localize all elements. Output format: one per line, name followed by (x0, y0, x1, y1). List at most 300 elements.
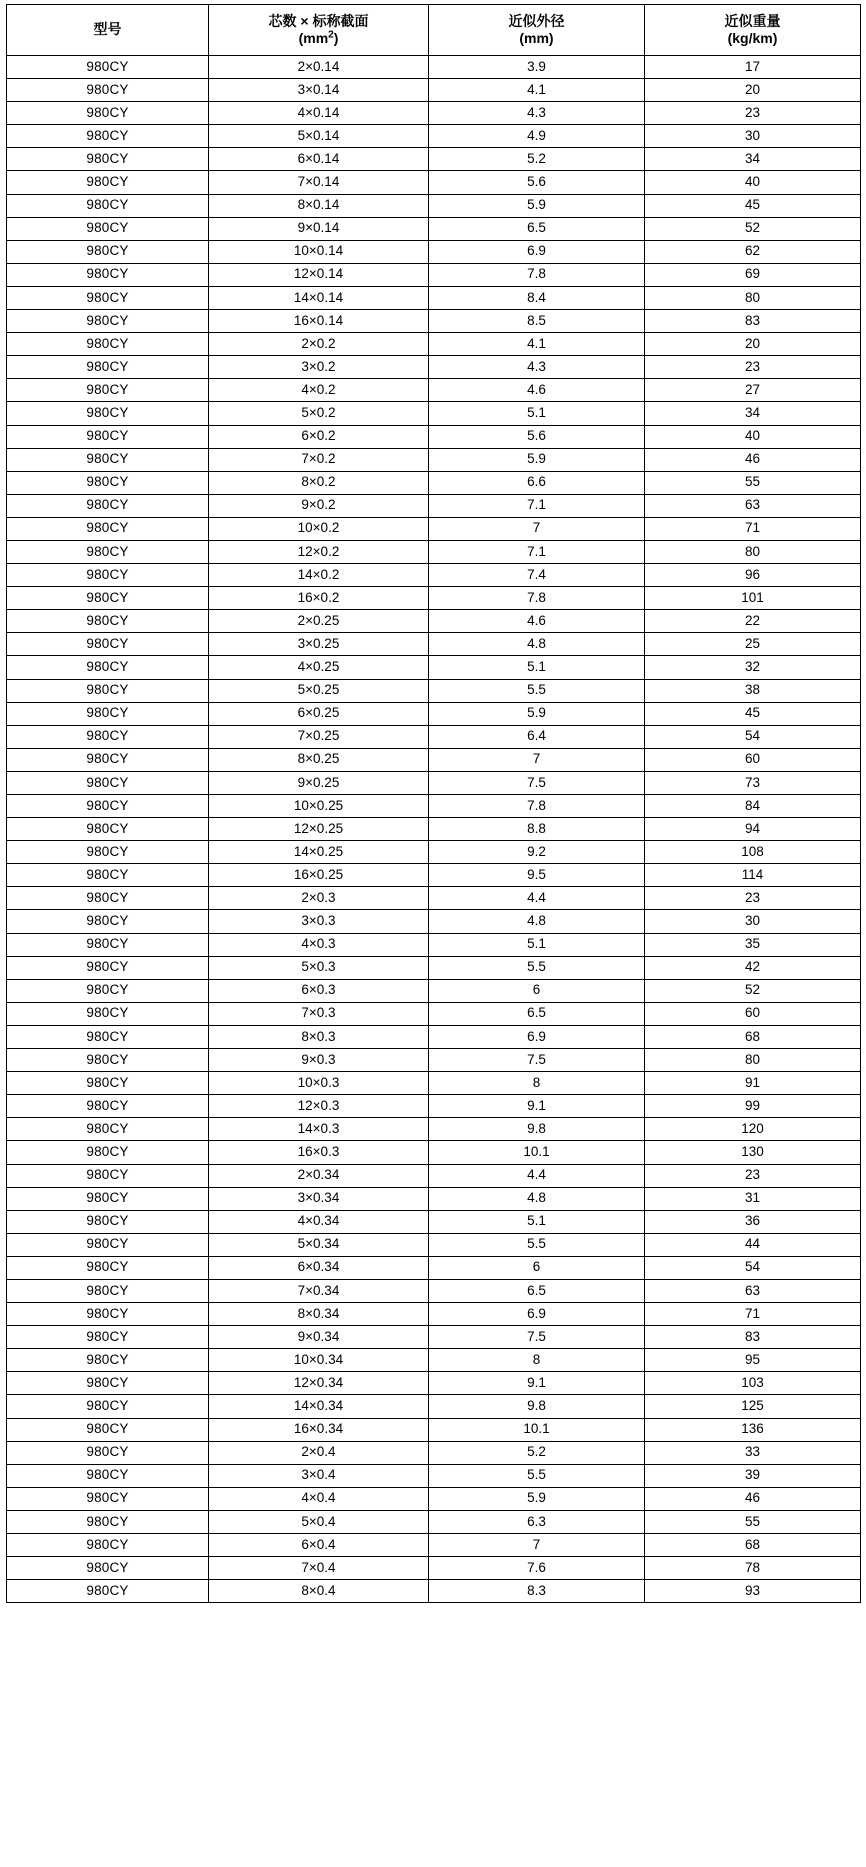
cell-model: 980CY (7, 979, 209, 1002)
table-row (7, 656, 861, 679)
column-header-weight-line2: (kg/km) (727, 30, 778, 46)
cell-outer-diameter: 5.9 (429, 194, 645, 217)
table-row (7, 702, 861, 725)
cell-cores-section: 3×0.2 (209, 356, 429, 379)
cell-weight: 94 (645, 818, 861, 841)
cell-outer-diameter: 7 (429, 1534, 645, 1557)
cell-outer-diameter: 6.9 (429, 240, 645, 263)
cell-model: 980CY (7, 1141, 209, 1164)
cell-model: 980CY (7, 1233, 209, 1256)
cell-cores-section: 7×0.34 (209, 1279, 429, 1302)
table-row (7, 148, 861, 171)
column-header-outer-diameter (429, 5, 645, 56)
table-row (7, 1326, 861, 1349)
table-row (7, 1072, 861, 1095)
cell-weight: 80 (645, 1049, 861, 1072)
cell-weight: 54 (645, 1256, 861, 1279)
cell-model: 980CY (7, 1095, 209, 1118)
table-row (7, 1510, 861, 1533)
cell-cores-section: 4×0.25 (209, 656, 429, 679)
cell-model: 980CY (7, 102, 209, 125)
cell-model: 980CY (7, 148, 209, 171)
table-row (7, 333, 861, 356)
cell-cores-section: 9×0.3 (209, 1049, 429, 1072)
cell-cores-section: 12×0.34 (209, 1372, 429, 1395)
cell-weight: 68 (645, 1534, 861, 1557)
cell-weight: 101 (645, 587, 861, 610)
cell-outer-diameter: 7.1 (429, 540, 645, 563)
cell-cores-section: 16×0.3 (209, 1141, 429, 1164)
cell-cores-section: 2×0.4 (209, 1441, 429, 1464)
cell-weight: 93 (645, 1580, 861, 1603)
cell-weight: 20 (645, 333, 861, 356)
cell-weight: 54 (645, 725, 861, 748)
cell-model: 980CY (7, 494, 209, 517)
cell-outer-diameter: 8 (429, 1349, 645, 1372)
cell-cores-section: 16×0.2 (209, 587, 429, 610)
cell-model: 980CY (7, 1510, 209, 1533)
cell-model: 980CY (7, 748, 209, 771)
cell-model: 980CY (7, 795, 209, 818)
column-header-outer-diameter-line1: 近似外径 (508, 12, 565, 29)
cell-weight: 60 (645, 748, 861, 771)
table-row (7, 1279, 861, 1302)
cell-cores-section: 2×0.14 (209, 56, 429, 79)
table-row (7, 725, 861, 748)
cell-weight: 55 (645, 471, 861, 494)
cell-model: 980CY (7, 864, 209, 887)
table-body (7, 56, 861, 1603)
cell-outer-diameter: 6.5 (429, 1279, 645, 1302)
cell-weight: 99 (645, 1095, 861, 1118)
cell-model: 980CY (7, 240, 209, 263)
cell-cores-section: 12×0.3 (209, 1095, 429, 1118)
cell-model: 980CY (7, 1418, 209, 1441)
cell-weight: 23 (645, 1164, 861, 1187)
cell-outer-diameter: 4.8 (429, 1187, 645, 1210)
cell-cores-section: 14×0.2 (209, 564, 429, 587)
cell-outer-diameter: 5.9 (429, 702, 645, 725)
cell-outer-diameter: 7.5 (429, 1326, 645, 1349)
table-row (7, 1487, 861, 1510)
cell-cores-section: 3×0.34 (209, 1187, 429, 1210)
column-header-cores-section-line2: $(mm^2)$ (298, 29, 339, 46)
cell-outer-diameter: 4.4 (429, 1164, 645, 1187)
cell-cores-section: 4×0.34 (209, 1210, 429, 1233)
cell-outer-diameter: 8.8 (429, 818, 645, 841)
cell-weight: 130 (645, 1141, 861, 1164)
cell-weight: 27 (645, 379, 861, 402)
table-row (7, 1395, 861, 1418)
cell-cores-section: 3×0.25 (209, 633, 429, 656)
cell-model: 980CY (7, 125, 209, 148)
cell-cores-section: 8×0.25 (209, 748, 429, 771)
cell-cores-section: 10×0.34 (209, 1349, 429, 1372)
cell-model: 980CY (7, 1464, 209, 1487)
column-header-model (7, 5, 209, 56)
table-row (7, 102, 861, 125)
cell-outer-diameter: 5.5 (429, 1233, 645, 1256)
cell-weight: 63 (645, 494, 861, 517)
table-row (7, 79, 861, 102)
cell-weight: 45 (645, 702, 861, 725)
table-row (7, 1164, 861, 1187)
cell-outer-diameter: 7.8 (429, 587, 645, 610)
cell-cores-section: 14×0.25 (209, 841, 429, 864)
cell-weight: 34 (645, 148, 861, 171)
cell-model: 980CY (7, 1580, 209, 1603)
table-row (7, 263, 861, 286)
cell-model: 980CY (7, 1372, 209, 1395)
cell-weight: 114 (645, 864, 861, 887)
cell-weight: 23 (645, 887, 861, 910)
cell-model: 980CY (7, 933, 209, 956)
cell-outer-diameter: 4.6 (429, 610, 645, 633)
cell-outer-diameter: 10.1 (429, 1418, 645, 1441)
table-row (7, 1580, 861, 1603)
table-row (7, 748, 861, 771)
cell-outer-diameter: 4.6 (429, 379, 645, 402)
table-row (7, 1557, 861, 1580)
cell-outer-diameter: 7 (429, 748, 645, 771)
table-row (7, 1464, 861, 1487)
cell-cores-section: 9×0.25 (209, 771, 429, 794)
cell-model: 980CY (7, 56, 209, 79)
cell-cores-section: 12×0.25 (209, 818, 429, 841)
table-row (7, 448, 861, 471)
cell-weight: 44 (645, 1233, 861, 1256)
cell-outer-diameter: 4.1 (429, 333, 645, 356)
cell-weight: 20 (645, 79, 861, 102)
column-header-weight (645, 5, 861, 56)
cell-weight: 30 (645, 125, 861, 148)
cell-cores-section: 8×0.2 (209, 471, 429, 494)
cell-model: 980CY (7, 517, 209, 540)
cell-outer-diameter: 4.3 (429, 356, 645, 379)
cell-weight: 108 (645, 841, 861, 864)
cell-outer-diameter: 5.1 (429, 656, 645, 679)
cell-outer-diameter: 8.4 (429, 286, 645, 309)
table-row (7, 171, 861, 194)
cell-model: 980CY (7, 1303, 209, 1326)
table-row (7, 1441, 861, 1464)
cell-outer-diameter: 9.1 (429, 1095, 645, 1118)
cell-model: 980CY (7, 540, 209, 563)
cell-outer-diameter: 9.1 (429, 1372, 645, 1395)
cell-weight: 136 (645, 1418, 861, 1441)
cell-outer-diameter: 5.2 (429, 148, 645, 171)
cell-model: 980CY (7, 1187, 209, 1210)
cell-outer-diameter: 7.5 (429, 1049, 645, 1072)
cell-model: 980CY (7, 1395, 209, 1418)
cell-outer-diameter: 5.5 (429, 956, 645, 979)
cell-outer-diameter: 6 (429, 979, 645, 1002)
table-row (7, 1095, 861, 1118)
cell-weight: 42 (645, 956, 861, 979)
cell-weight: 38 (645, 679, 861, 702)
cell-model: 980CY (7, 956, 209, 979)
cell-model: 980CY (7, 1326, 209, 1349)
cell-model: 980CY (7, 1210, 209, 1233)
column-header-weight-line1: 近似重量 (724, 12, 781, 29)
cell-model: 980CY (7, 679, 209, 702)
table-row (7, 286, 861, 309)
cell-model: 980CY (7, 841, 209, 864)
cell-weight: 45 (645, 194, 861, 217)
cell-weight: 120 (645, 1118, 861, 1141)
cell-outer-diameter: 5.5 (429, 1464, 645, 1487)
cell-model: 980CY (7, 725, 209, 748)
table-row (7, 310, 861, 333)
cell-weight: 46 (645, 1487, 861, 1510)
cell-weight: 32 (645, 656, 861, 679)
cell-cores-section: 3×0.3 (209, 910, 429, 933)
cell-outer-diameter: 7.8 (429, 263, 645, 286)
cell-weight: 71 (645, 1303, 861, 1326)
cell-cores-section: 7×0.3 (209, 1002, 429, 1025)
cell-model: 980CY (7, 1487, 209, 1510)
cell-model: 980CY (7, 1534, 209, 1557)
cell-model: 980CY (7, 564, 209, 587)
cell-cores-section: 16×0.25 (209, 864, 429, 887)
cell-outer-diameter: 6 (429, 1256, 645, 1279)
cell-outer-diameter: 5.5 (429, 679, 645, 702)
cell-outer-diameter: 9.2 (429, 841, 645, 864)
cell-cores-section: 7×0.4 (209, 1557, 429, 1580)
cell-weight: 39 (645, 1464, 861, 1487)
table-row (7, 1303, 861, 1326)
cell-weight: 96 (645, 564, 861, 587)
cell-outer-diameter: 5.9 (429, 448, 645, 471)
cell-cores-section: 6×0.25 (209, 702, 429, 725)
table-row (7, 1418, 861, 1441)
cell-weight: 83 (645, 1326, 861, 1349)
table-row (7, 1534, 861, 1557)
table-row (7, 471, 861, 494)
cell-weight: 69 (645, 263, 861, 286)
cell-cores-section: 4×0.14 (209, 102, 429, 125)
cell-weight: 55 (645, 1510, 861, 1533)
cell-weight: 91 (645, 1072, 861, 1095)
cell-outer-diameter: 4.8 (429, 633, 645, 656)
cell-outer-diameter: 4.1 (429, 79, 645, 102)
cell-outer-diameter: 7.8 (429, 795, 645, 818)
table-row (7, 240, 861, 263)
cell-weight: 60 (645, 1002, 861, 1025)
cell-outer-diameter: 6.3 (429, 1510, 645, 1533)
table-row (7, 979, 861, 1002)
cell-weight: 78 (645, 1557, 861, 1580)
cell-cores-section: 16×0.34 (209, 1418, 429, 1441)
cell-model: 980CY (7, 171, 209, 194)
cell-outer-diameter: 5.1 (429, 1210, 645, 1233)
cell-weight: 35 (645, 933, 861, 956)
cell-model: 980CY (7, 263, 209, 286)
cell-cores-section: 5×0.14 (209, 125, 429, 148)
cell-model: 980CY (7, 1256, 209, 1279)
table-row (7, 194, 861, 217)
table-row (7, 864, 861, 887)
cell-outer-diameter: 6.9 (429, 1025, 645, 1048)
table-row (7, 1025, 861, 1048)
cell-cores-section: 6×0.4 (209, 1534, 429, 1557)
cell-model: 980CY (7, 402, 209, 425)
cell-model: 980CY (7, 333, 209, 356)
cell-weight: 46 (645, 448, 861, 471)
cell-cores-section: 6×0.2 (209, 425, 429, 448)
cell-cores-section: 8×0.14 (209, 194, 429, 217)
cell-model: 980CY (7, 818, 209, 841)
cell-model: 980CY (7, 1557, 209, 1580)
column-header-cores-section-line1: 芯数 × 标称截面 (268, 12, 369, 29)
cell-model: 980CY (7, 379, 209, 402)
cell-outer-diameter: 8.5 (429, 310, 645, 333)
cell-model: 980CY (7, 887, 209, 910)
table-row (7, 540, 861, 563)
column-header-cores-section (209, 5, 429, 56)
cell-model: 980CY (7, 471, 209, 494)
cell-cores-section: 9×0.34 (209, 1326, 429, 1349)
cell-model: 980CY (7, 425, 209, 448)
cell-weight: 52 (645, 217, 861, 240)
cell-weight: 83 (645, 310, 861, 333)
cell-model: 980CY (7, 1049, 209, 1072)
cell-model: 980CY (7, 1441, 209, 1464)
cell-outer-diameter: 9.5 (429, 864, 645, 887)
cell-cores-section: 10×0.3 (209, 1072, 429, 1095)
cell-outer-diameter: 5.6 (429, 425, 645, 448)
cell-weight: 62 (645, 240, 861, 263)
column-header-model-line1: 型号 (93, 21, 122, 38)
cell-weight: 25 (645, 633, 861, 656)
cell-weight: 40 (645, 425, 861, 448)
cell-cores-section: 5×0.4 (209, 1510, 429, 1533)
table-row (7, 56, 861, 79)
table-row (7, 1372, 861, 1395)
cell-cores-section: 9×0.14 (209, 217, 429, 240)
cell-model: 980CY (7, 79, 209, 102)
cell-outer-diameter: 6.5 (429, 217, 645, 240)
table-row (7, 910, 861, 933)
cell-cores-section: 4×0.4 (209, 1487, 429, 1510)
cell-weight: 80 (645, 540, 861, 563)
cell-outer-diameter: 5.1 (429, 933, 645, 956)
cell-model: 980CY (7, 356, 209, 379)
cell-weight: 23 (645, 102, 861, 125)
cell-cores-section: 2×0.3 (209, 887, 429, 910)
cell-cores-section: 7×0.14 (209, 171, 429, 194)
cell-outer-diameter: 7.6 (429, 1557, 645, 1580)
cell-cores-section: 8×0.3 (209, 1025, 429, 1048)
cell-cores-section: 9×0.2 (209, 494, 429, 517)
cell-cores-section: 6×0.14 (209, 148, 429, 171)
cell-model: 980CY (7, 633, 209, 656)
cell-cores-section: 8×0.4 (209, 1580, 429, 1603)
cell-cores-section: 10×0.2 (209, 517, 429, 540)
cell-outer-diameter: 7 (429, 517, 645, 540)
cell-model: 980CY (7, 1072, 209, 1095)
cell-outer-diameter: 5.2 (429, 1441, 645, 1464)
cell-outer-diameter: 7.4 (429, 564, 645, 587)
table-row (7, 1349, 861, 1372)
cell-model: 980CY (7, 1025, 209, 1048)
table-row (7, 956, 861, 979)
cell-outer-diameter: 4.9 (429, 125, 645, 148)
cell-cores-section: 5×0.34 (209, 1233, 429, 1256)
table-header (7, 5, 861, 56)
cell-outer-diameter: 7.1 (429, 494, 645, 517)
cell-outer-diameter: 6.5 (429, 1002, 645, 1025)
cell-cores-section: 10×0.14 (209, 240, 429, 263)
table-row (7, 1210, 861, 1233)
cell-model: 980CY (7, 1349, 209, 1372)
cell-model: 980CY (7, 656, 209, 679)
cell-model: 980CY (7, 702, 209, 725)
table-row (7, 1256, 861, 1279)
cell-model: 980CY (7, 610, 209, 633)
cell-model: 980CY (7, 1279, 209, 1302)
table-row (7, 564, 861, 587)
table-row (7, 933, 861, 956)
cell-model: 980CY (7, 286, 209, 309)
cell-weight: 33 (645, 1441, 861, 1464)
cell-cores-section: 2×0.25 (209, 610, 429, 633)
cell-outer-diameter: 6.9 (429, 1303, 645, 1326)
table-row (7, 494, 861, 517)
table-row (7, 610, 861, 633)
cable-spec-table (6, 4, 861, 1603)
cell-weight: 84 (645, 795, 861, 818)
cell-weight: 125 (645, 1395, 861, 1418)
cell-model: 980CY (7, 448, 209, 471)
cell-outer-diameter: 5.6 (429, 171, 645, 194)
cell-cores-section: 12×0.2 (209, 540, 429, 563)
cell-outer-diameter: 5.1 (429, 402, 645, 425)
table-row (7, 517, 861, 540)
header-row (7, 5, 861, 56)
cell-weight: 73 (645, 771, 861, 794)
cell-cores-section: 2×0.2 (209, 333, 429, 356)
cell-outer-diameter: 10.1 (429, 1141, 645, 1164)
cell-cores-section: 5×0.2 (209, 402, 429, 425)
table-row (7, 379, 861, 402)
cell-model: 980CY (7, 1118, 209, 1141)
cell-outer-diameter: 3.9 (429, 56, 645, 79)
cell-outer-diameter: 8.3 (429, 1580, 645, 1603)
table-row (7, 356, 861, 379)
cell-model: 980CY (7, 1164, 209, 1187)
table-row (7, 1233, 861, 1256)
cell-outer-diameter: 7.5 (429, 771, 645, 794)
cell-model: 980CY (7, 310, 209, 333)
cell-model: 980CY (7, 587, 209, 610)
cell-model: 980CY (7, 1002, 209, 1025)
cell-outer-diameter: 4.8 (429, 910, 645, 933)
cell-cores-section: 6×0.3 (209, 979, 429, 1002)
table-row (7, 1118, 861, 1141)
cell-weight: 71 (645, 517, 861, 540)
table-row (7, 402, 861, 425)
cell-weight: 30 (645, 910, 861, 933)
cell-cores-section: 5×0.25 (209, 679, 429, 702)
cell-weight: 103 (645, 1372, 861, 1395)
cell-weight: 22 (645, 610, 861, 633)
cell-cores-section: 16×0.14 (209, 310, 429, 333)
cell-outer-diameter: 4.3 (429, 102, 645, 125)
cell-cores-section: 10×0.25 (209, 795, 429, 818)
cell-weight: 23 (645, 356, 861, 379)
table-row (7, 217, 861, 240)
